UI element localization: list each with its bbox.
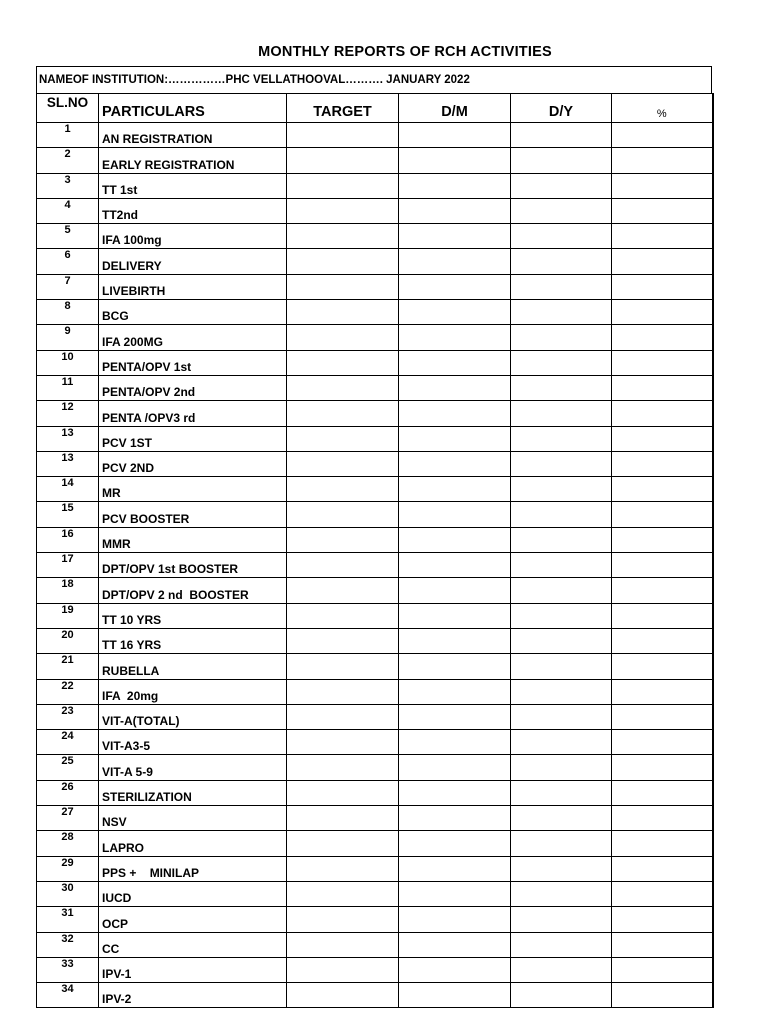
dy-cell — [511, 325, 612, 350]
dy-cell — [511, 502, 612, 527]
dy-cell — [511, 224, 612, 249]
table-row — [37, 224, 713, 249]
target-cell — [287, 173, 399, 198]
table-row — [37, 603, 713, 628]
dm-cell — [399, 224, 511, 249]
row-number: 9 — [37, 325, 99, 350]
row-number: 28 — [37, 831, 99, 856]
table-row — [37, 123, 713, 148]
row-number: 23 — [37, 704, 99, 729]
table-row — [37, 806, 713, 831]
row-particular: PCV 2ND — [99, 451, 287, 476]
rch-activities-table — [36, 93, 714, 1008]
percent-cell — [612, 780, 713, 805]
percent-cell — [612, 730, 713, 755]
dm-cell — [399, 375, 511, 400]
table-row — [37, 527, 713, 552]
table-row — [37, 375, 713, 400]
row-particular: MR — [99, 477, 287, 502]
dm-cell — [399, 856, 511, 881]
percent-cell — [612, 907, 713, 932]
target-cell — [287, 249, 399, 274]
percent-cell — [612, 426, 713, 451]
row-particular: IFA 200MG — [99, 325, 287, 350]
dy-cell — [511, 704, 612, 729]
dm-cell — [399, 881, 511, 906]
dy-cell — [511, 198, 612, 223]
row-number: 16 — [37, 527, 99, 552]
percent-cell — [612, 704, 713, 729]
col-header-dy: D/Y — [511, 94, 612, 123]
percent-cell — [612, 932, 713, 957]
dy-cell — [511, 957, 612, 982]
row-particular: PCV 1ST — [99, 426, 287, 451]
row-number: 13 — [37, 426, 99, 451]
dy-cell — [511, 148, 612, 173]
table-row — [37, 983, 713, 1008]
table-body — [37, 123, 713, 1008]
row-particular: BCG — [99, 300, 287, 325]
report-sheet — [36, 66, 712, 1008]
row-number: 21 — [37, 654, 99, 679]
target-cell — [287, 426, 399, 451]
target-cell — [287, 148, 399, 173]
dy-cell — [511, 730, 612, 755]
dy-cell — [511, 780, 612, 805]
row-particular: TT2nd — [99, 198, 287, 223]
target-cell — [287, 477, 399, 502]
target-cell — [287, 553, 399, 578]
target-cell — [287, 628, 399, 653]
dm-cell — [399, 957, 511, 982]
dy-cell — [511, 983, 612, 1008]
target-cell — [287, 350, 399, 375]
target-cell — [287, 527, 399, 552]
target-cell — [287, 224, 399, 249]
dy-cell — [511, 249, 612, 274]
percent-cell — [612, 198, 713, 223]
row-particular: IUCD — [99, 881, 287, 906]
target-cell — [287, 274, 399, 299]
table-row — [37, 300, 713, 325]
target-cell — [287, 704, 399, 729]
row-particular: PENTA /OPV3 rd — [99, 401, 287, 426]
table-row — [37, 679, 713, 704]
table-row — [37, 325, 713, 350]
row-number: 13 — [37, 451, 99, 476]
institution-line: NAMEOF INSTITUTION:……………PHC VELLATHOOVAL………. JANUARY 2022 — [36, 66, 712, 93]
row-particular: MMR — [99, 527, 287, 552]
dy-cell — [511, 553, 612, 578]
row-number: 6 — [37, 249, 99, 274]
target-cell — [287, 123, 399, 148]
target-cell — [287, 755, 399, 780]
target-cell — [287, 679, 399, 704]
percent-cell — [612, 477, 713, 502]
target-cell — [287, 806, 399, 831]
target-cell — [287, 907, 399, 932]
dy-cell — [511, 527, 612, 552]
dy-cell — [511, 654, 612, 679]
table-row — [37, 856, 713, 881]
table-row — [37, 401, 713, 426]
dm-cell — [399, 932, 511, 957]
row-number: 25 — [37, 755, 99, 780]
percent-cell — [612, 881, 713, 906]
dm-cell — [399, 426, 511, 451]
target-cell — [287, 730, 399, 755]
dm-cell — [399, 831, 511, 856]
row-particular: OCP — [99, 907, 287, 932]
percent-cell — [612, 300, 713, 325]
table-row — [37, 173, 713, 198]
target-cell — [287, 578, 399, 603]
col-header-particulars: PARTICULARS — [99, 94, 287, 123]
dy-cell — [511, 123, 612, 148]
row-particular: PENTA/OPV 2nd — [99, 375, 287, 400]
percent-cell — [612, 679, 713, 704]
row-number: 1 — [37, 123, 99, 148]
percent-cell — [612, 401, 713, 426]
dm-cell — [399, 401, 511, 426]
table-row — [37, 198, 713, 223]
target-cell — [287, 957, 399, 982]
dm-cell — [399, 730, 511, 755]
dm-cell — [399, 755, 511, 780]
dm-cell — [399, 603, 511, 628]
table-row — [37, 274, 713, 299]
dy-cell — [511, 881, 612, 906]
row-number: 30 — [37, 881, 99, 906]
percent-cell — [612, 983, 713, 1008]
percent-cell — [612, 224, 713, 249]
col-header-target: TARGET — [287, 94, 399, 123]
dm-cell — [399, 198, 511, 223]
row-number: 4 — [37, 198, 99, 223]
dy-cell — [511, 831, 612, 856]
dm-cell — [399, 654, 511, 679]
table-row — [37, 628, 713, 653]
table-row — [37, 907, 713, 932]
target-cell — [287, 831, 399, 856]
dy-cell — [511, 274, 612, 299]
dy-cell — [511, 375, 612, 400]
row-particular: IPV-1 — [99, 957, 287, 982]
percent-cell — [612, 502, 713, 527]
target-cell — [287, 932, 399, 957]
col-header-slno: SL.NO — [37, 94, 99, 123]
row-particular: PCV BOOSTER — [99, 502, 287, 527]
table-row — [37, 704, 713, 729]
target-cell — [287, 856, 399, 881]
table-header-row — [37, 94, 713, 123]
dm-cell — [399, 249, 511, 274]
row-particular: VIT-A 5-9 — [99, 755, 287, 780]
row-number: 17 — [37, 553, 99, 578]
dy-cell — [511, 679, 612, 704]
dy-cell — [511, 477, 612, 502]
dy-cell — [511, 173, 612, 198]
table-row — [37, 780, 713, 805]
target-cell — [287, 654, 399, 679]
percent-cell — [612, 957, 713, 982]
percent-cell — [612, 249, 713, 274]
row-number: 3 — [37, 173, 99, 198]
dy-cell — [511, 628, 612, 653]
dm-cell — [399, 553, 511, 578]
table-row — [37, 654, 713, 679]
dm-cell — [399, 628, 511, 653]
row-particular: EARLY REGISTRATION — [99, 148, 287, 173]
row-number: 22 — [37, 679, 99, 704]
row-particular: AN REGISTRATION — [99, 123, 287, 148]
col-header-percent: % — [612, 94, 713, 123]
dy-cell — [511, 907, 612, 932]
col-header-dm: D/M — [399, 94, 511, 123]
dm-cell — [399, 704, 511, 729]
row-number: 8 — [37, 300, 99, 325]
row-number: 5 — [37, 224, 99, 249]
target-cell — [287, 451, 399, 476]
dm-cell — [399, 502, 511, 527]
row-number: 31 — [37, 907, 99, 932]
percent-cell — [612, 173, 713, 198]
row-particular: IPV-2 — [99, 983, 287, 1008]
table-row — [37, 831, 713, 856]
row-number: 10 — [37, 350, 99, 375]
dy-cell — [511, 932, 612, 957]
report-title: MONTHLY REPORTS OF RCH ACTIVITIES — [258, 44, 552, 60]
dy-cell — [511, 603, 612, 628]
target-cell — [287, 198, 399, 223]
dm-cell — [399, 148, 511, 173]
table-row — [37, 148, 713, 173]
percent-cell — [612, 806, 713, 831]
row-number: 12 — [37, 401, 99, 426]
percent-cell — [612, 628, 713, 653]
row-particular: DPT/OPV 1st BOOSTER — [99, 553, 287, 578]
percent-cell — [612, 527, 713, 552]
row-number: 18 — [37, 578, 99, 603]
row-number: 20 — [37, 628, 99, 653]
row-number: 34 — [37, 983, 99, 1008]
dy-cell — [511, 755, 612, 780]
row-particular: PPS + MINILAP — [99, 856, 287, 881]
row-particular: NSV — [99, 806, 287, 831]
dy-cell — [511, 806, 612, 831]
percent-cell — [612, 603, 713, 628]
dy-cell — [511, 300, 612, 325]
dy-cell — [511, 426, 612, 451]
percent-cell — [612, 831, 713, 856]
row-particular: LIVEBIRTH — [99, 274, 287, 299]
table-row — [37, 426, 713, 451]
row-number: 32 — [37, 932, 99, 957]
row-particular: TT 1st — [99, 173, 287, 198]
percent-cell — [612, 755, 713, 780]
table-row — [37, 249, 713, 274]
dm-cell — [399, 451, 511, 476]
dm-cell — [399, 350, 511, 375]
row-number: 33 — [37, 957, 99, 982]
percent-cell — [612, 856, 713, 881]
table-row — [37, 881, 713, 906]
row-particular: RUBELLA — [99, 654, 287, 679]
row-particular: DPT/OPV 2 nd BOOSTER — [99, 578, 287, 603]
row-particular: STERILIZATION — [99, 780, 287, 805]
table-row — [37, 502, 713, 527]
dm-cell — [399, 806, 511, 831]
row-particular: PENTA/OPV 1st — [99, 350, 287, 375]
percent-cell — [612, 274, 713, 299]
dm-cell — [399, 679, 511, 704]
dm-cell — [399, 578, 511, 603]
row-particular: CC — [99, 932, 287, 957]
target-cell — [287, 780, 399, 805]
table-row — [37, 957, 713, 982]
dy-cell — [511, 578, 612, 603]
percent-cell — [612, 654, 713, 679]
percent-cell — [612, 451, 713, 476]
row-number: 24 — [37, 730, 99, 755]
row-number: 15 — [37, 502, 99, 527]
dm-cell — [399, 983, 511, 1008]
target-cell — [287, 300, 399, 325]
dy-cell — [511, 350, 612, 375]
row-number: 11 — [37, 375, 99, 400]
row-number: 26 — [37, 780, 99, 805]
table-row — [37, 553, 713, 578]
table-row — [37, 730, 713, 755]
row-number: 2 — [37, 148, 99, 173]
percent-cell — [612, 350, 713, 375]
target-cell — [287, 401, 399, 426]
target-cell — [287, 325, 399, 350]
row-particular: TT 16 YRS — [99, 628, 287, 653]
row-number: 29 — [37, 856, 99, 881]
dm-cell — [399, 274, 511, 299]
dy-cell — [511, 401, 612, 426]
table-row — [37, 755, 713, 780]
percent-cell — [612, 325, 713, 350]
dm-cell — [399, 300, 511, 325]
dy-cell — [511, 451, 612, 476]
dm-cell — [399, 123, 511, 148]
percent-cell — [612, 123, 713, 148]
table-row — [37, 350, 713, 375]
percent-cell — [612, 375, 713, 400]
dm-cell — [399, 527, 511, 552]
row-number: 7 — [37, 274, 99, 299]
row-number: 27 — [37, 806, 99, 831]
row-number: 14 — [37, 477, 99, 502]
row-particular: IFA 20mg — [99, 679, 287, 704]
dm-cell — [399, 325, 511, 350]
row-particular: TT 10 YRS — [99, 603, 287, 628]
row-particular: IFA 100mg — [99, 224, 287, 249]
target-cell — [287, 502, 399, 527]
percent-cell — [612, 148, 713, 173]
row-particular: LAPRO — [99, 831, 287, 856]
dy-cell — [511, 856, 612, 881]
table-row — [37, 451, 713, 476]
target-cell — [287, 881, 399, 906]
percent-cell — [612, 578, 713, 603]
dm-cell — [399, 907, 511, 932]
dm-cell — [399, 477, 511, 502]
dm-cell — [399, 780, 511, 805]
table-row — [37, 932, 713, 957]
target-cell — [287, 375, 399, 400]
row-particular: VIT-A3-5 — [99, 730, 287, 755]
row-particular: VIT-A(TOTAL) — [99, 704, 287, 729]
row-particular: DELIVERY — [99, 249, 287, 274]
dm-cell — [399, 173, 511, 198]
table-row — [37, 477, 713, 502]
table-row — [37, 578, 713, 603]
percent-cell — [612, 553, 713, 578]
target-cell — [287, 983, 399, 1008]
target-cell — [287, 603, 399, 628]
row-number: 19 — [37, 603, 99, 628]
